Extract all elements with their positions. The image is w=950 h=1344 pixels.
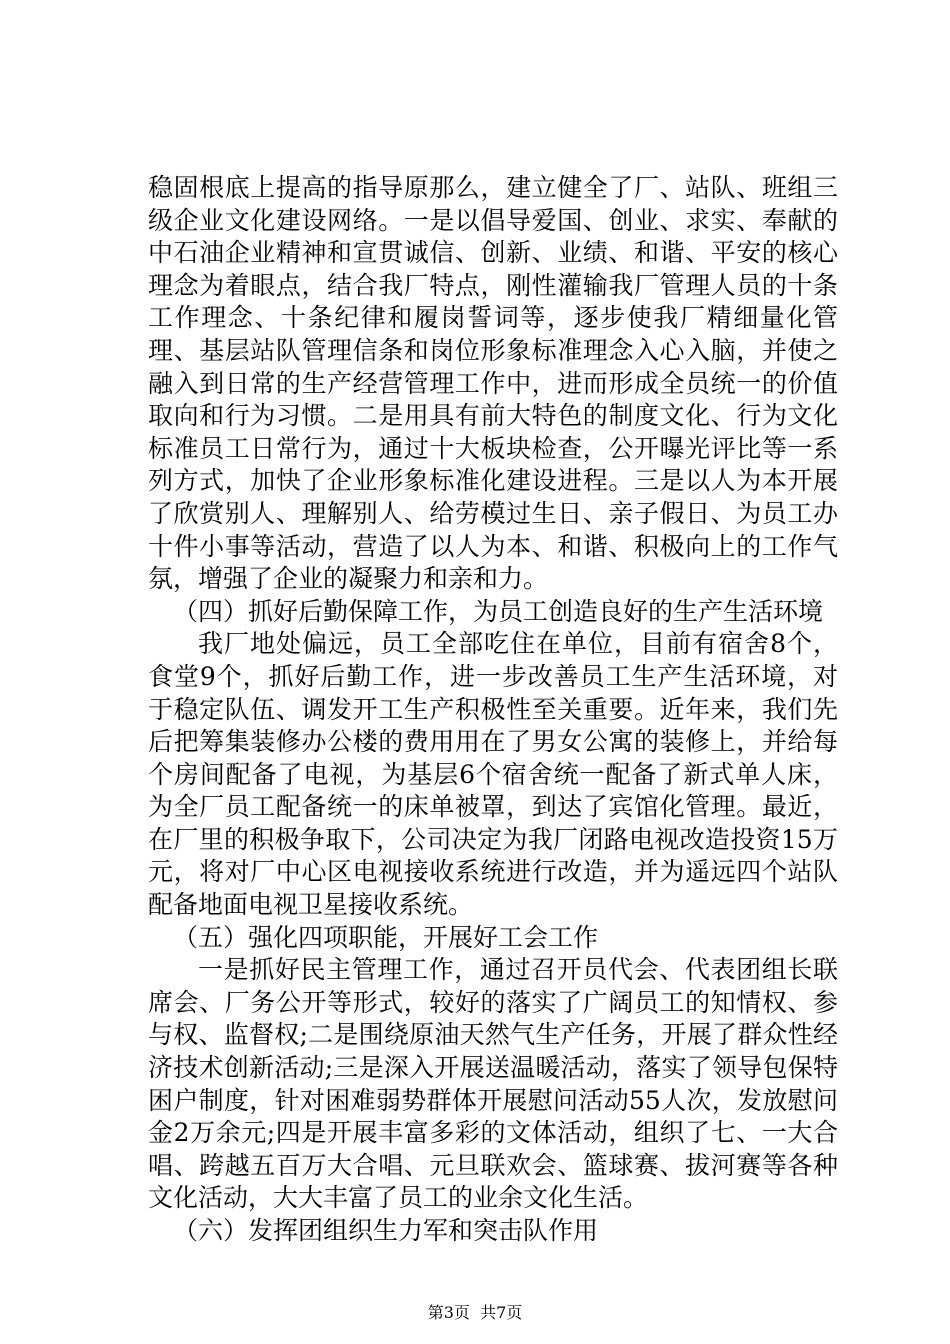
page-total: 共7页	[480, 1303, 523, 1322]
section-heading-4: （四）抓好后勤保障工作，为员工创造良好的生产生活环境	[173, 596, 824, 626]
page-number: 第3页	[427, 1303, 470, 1322]
page-footer	[0, 1303, 950, 1323]
body-paragraph-union: 一是抓好民主管理工作，通过召开员代会、代表团组长联席会、厂务公开等形式，较好的落实了广阔员工的知情权、参与权、监督权;二是围绕原油天然气生产任务，开展了群众性经济技术创新活动;三是深入开展送温暖活动，落实了领导包保特困户制度，针对困难弱势群体开展慰问活动55人次，发放慰问金2万余元;四是开展丰富多彩的文体活动，组织了七、一大合唱、跨越五百万大合唱、元旦联欢会、篮球赛、拔河赛等各种文化活动，大大丰富了员工的业余文化生活。	[148, 955, 838, 1213]
body-paragraph-logistics: 我厂地处偏远，员工全部吃住在单位，目前有宿舍8个，食堂9个，抓好后勤工作，进一步改善员工生产生活环境，对于稳定队伍、调发开工生产积极性至关重要。近年来，我们先后把筹集装修办公楼的费用用在了男女公寓的装修上，并给每个房间配备了电视，为基层6个宿舍统一配备了新式单人床，为全厂员工配备统一的床单被罩，到达了宾馆化管理。最近，在厂里的积极争取下，公司决定为我厂闭路电视改造投资15万元，将对厂中心区电视接收系统进行改造，并为遥远四个站队配备地面电视卫星接收系统。	[148, 629, 838, 920]
document-body	[148, 172, 838, 1248]
section-heading-5: （五）强化四项职能，开展好工会工作	[173, 922, 599, 952]
body-paragraph-continued: 稳固根底上提高的指导原那么，建立健全了厂、站队、班组三级企业文化建设网络。一是以倡导爱国、创业、求实、奉献的中石油企业精神和宣贯诚信、创新、业绩、和谐、平安的核心理念为着眼点，结合我厂特点，刚性灌输我厂管理人员的十条工作理念、十条纪律和履岗誓词等，逐步使我厂精细量化管理、基层站队管理信条和岗位形象标准理念入心入脑，并使之融入到日常的生产经营管理工作中，进而形成全员统一的价值取向和行为习惯。二是用具有前大特色的制度文化、行为文化标准员工日常行为，通过十大板块检查，公开曝光评比等一系列方式，加快了企业形象标准化建设进程。三是以人为本开展了欣赏别人、理解别人、给劳模过生日、亲子假日、为员工办十件小事等活动，营造了以人为本、和谐、积极向上的工作气氛，增强了企业的凝聚力和亲和力。	[148, 173, 838, 594]
section-heading-6: （六）发挥团组织生力军和突击队作用	[173, 1216, 599, 1245]
